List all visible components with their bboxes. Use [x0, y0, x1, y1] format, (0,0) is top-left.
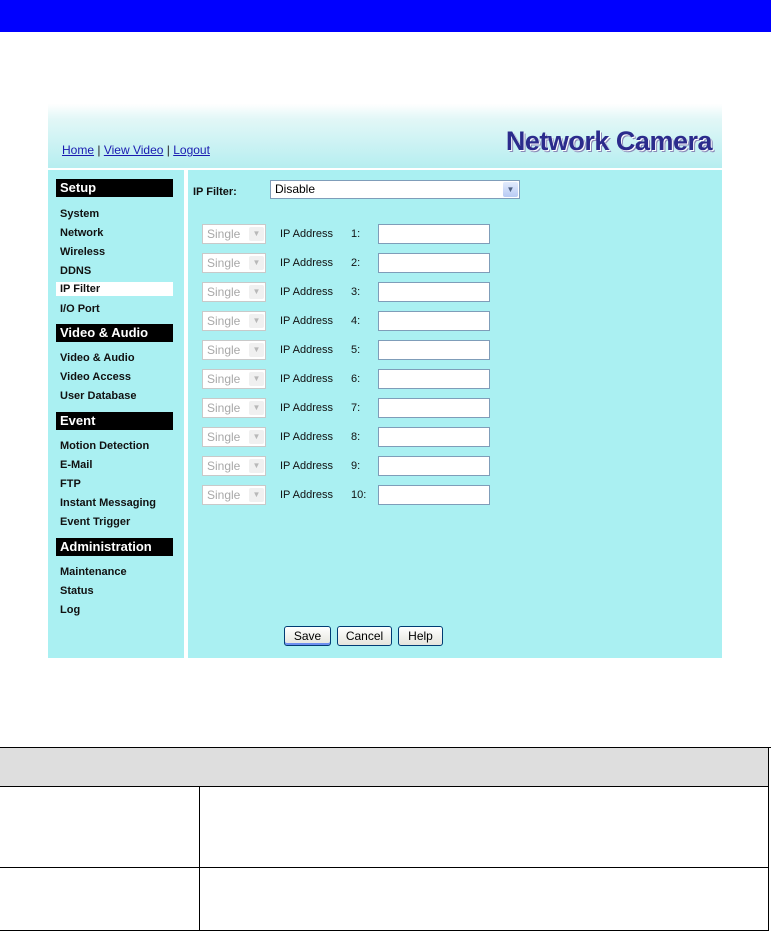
ip-address-input[interactable] [378, 311, 490, 331]
ip-row [188, 369, 722, 389]
ip-type-select[interactable] [202, 456, 266, 476]
ip-address-input[interactable] [378, 427, 490, 447]
sidebar-item-ddns[interactable]: DDNS [60, 265, 92, 277]
ip-type-select[interactable] [202, 340, 266, 360]
ip-address-input[interactable] [378, 340, 490, 360]
nav-separator: | [94, 143, 104, 157]
table-cell [0, 787, 200, 867]
top-nav [62, 143, 210, 157]
help-button[interactable]: Help [398, 626, 443, 646]
sidebar-item-motion-detection[interactable]: Motion Detection [60, 440, 150, 452]
camera-web-ui [48, 98, 722, 658]
top-title-bar [0, 0, 771, 32]
sidebar-item-status[interactable]: Status [60, 585, 94, 597]
ip-row [188, 340, 722, 360]
ip-type-value: Single [207, 285, 241, 299]
ip-address-input[interactable] [378, 485, 490, 505]
section-setup: Setup [56, 179, 173, 197]
description-table [0, 747, 771, 931]
ip-address-number: 7: [351, 402, 361, 414]
ip-address-label: IP Address [280, 315, 333, 327]
save-button[interactable]: Save [284, 626, 331, 646]
ip-type-value: Single [207, 430, 241, 444]
ip-type-value: Single [207, 227, 241, 241]
cancel-button[interactable]: Cancel [337, 626, 392, 646]
table-cell [0, 868, 200, 930]
chevron-down-icon[interactable]: ▼ [249, 488, 264, 502]
chevron-down-icon[interactable]: ▼ [249, 314, 264, 328]
view-video-link[interactable]: View Video [103, 143, 164, 157]
sidebar-item-ip-filter[interactable]: IP Filter [56, 282, 173, 296]
ip-address-input[interactable] [378, 398, 490, 418]
ip-row [188, 253, 722, 273]
chevron-down-icon[interactable]: ▼ [249, 372, 264, 386]
ip-row [188, 398, 722, 418]
sidebar-item-network[interactable]: Network [60, 227, 104, 239]
ip-row [188, 456, 722, 476]
logout-link[interactable]: Logout [173, 143, 210, 157]
ip-address-label: IP Address [280, 257, 333, 269]
ip-type-select[interactable] [202, 224, 266, 244]
ip-address-number: 1: [351, 228, 361, 240]
ip-type-select[interactable] [202, 427, 266, 447]
ip-type-value: Single [207, 343, 241, 357]
ip-address-input[interactable] [378, 369, 490, 389]
ip-type-select[interactable] [202, 282, 266, 302]
sidebar [48, 170, 184, 658]
ip-address-label: IP Address [280, 402, 333, 414]
section-video-audio: Video & Audio [56, 324, 173, 342]
ip-address-label: IP Address [280, 489, 333, 501]
table-header [0, 748, 769, 787]
chevron-down-icon[interactable]: ▼ [249, 459, 264, 473]
table-row [0, 868, 769, 931]
sidebar-item-instant-messaging[interactable]: Instant Messaging [60, 497, 156, 509]
table-row [0, 787, 769, 868]
ip-address-label: IP Address [280, 286, 333, 298]
chevron-down-icon[interactable]: ▼ [249, 430, 264, 444]
ip-type-value: Single [207, 314, 241, 328]
section-administration: Administration [56, 538, 173, 556]
sidebar-item-email[interactable]: E-Mail [60, 459, 93, 471]
ip-row [188, 282, 722, 302]
sidebar-item-system[interactable]: System [60, 208, 100, 220]
ip-type-select[interactable] [202, 485, 266, 505]
network-camera-logo: Network Camera [505, 126, 712, 156]
ip-address-input[interactable] [378, 224, 490, 244]
sidebar-item-maintenance[interactable]: Maintenance [60, 566, 127, 578]
ip-address-input[interactable] [378, 456, 490, 476]
ip-address-number: 3: [351, 286, 361, 298]
ip-address-number: 9: [351, 460, 361, 472]
home-link[interactable]: Home [62, 143, 95, 157]
sidebar-item-ftp[interactable]: FTP [60, 478, 81, 490]
ip-address-number: 5: [351, 344, 361, 356]
ip-type-select[interactable] [202, 253, 266, 273]
chevron-down-icon[interactable]: ▼ [503, 182, 518, 197]
chevron-down-icon[interactable]: ▼ [249, 227, 264, 241]
ip-row [188, 485, 722, 505]
ip-row [188, 427, 722, 447]
ip-type-value: Single [207, 401, 241, 415]
ip-address-number: 6: [351, 373, 361, 385]
ip-type-value: Single [207, 372, 241, 386]
ip-filter-label: IP Filter: [193, 186, 237, 198]
sidebar-item-event-trigger[interactable]: Event Trigger [60, 516, 131, 528]
ip-type-select[interactable] [202, 311, 266, 331]
ip-type-select[interactable] [202, 398, 266, 418]
ip-filter-panel [188, 170, 722, 658]
ip-type-value: Single [207, 459, 241, 473]
sidebar-item-video-access[interactable]: Video Access [60, 371, 131, 383]
sidebar-item-log[interactable]: Log [60, 604, 81, 616]
section-event: Event [56, 412, 173, 430]
ip-address-label: IP Address [280, 344, 333, 356]
ip-address-label: IP Address [280, 460, 333, 472]
chevron-down-icon[interactable]: ▼ [249, 343, 264, 357]
chevron-down-icon[interactable]: ▼ [249, 256, 264, 270]
chevron-down-icon[interactable]: ▼ [249, 285, 264, 299]
ip-address-number: 8: [351, 431, 361, 443]
ip-type-value: Single [207, 488, 241, 502]
ip-type-select[interactable] [202, 369, 266, 389]
ip-row [188, 224, 722, 244]
ip-row [188, 311, 722, 331]
ip-address-input[interactable] [378, 282, 490, 302]
ip-address-number: 10: [351, 489, 367, 501]
ip-filter-value: Disable [275, 182, 316, 196]
ip-address-input[interactable] [378, 253, 490, 273]
ip-address-label: IP Address [280, 228, 333, 240]
ip-address-label: IP Address [280, 431, 333, 443]
sidebar-item-user-database[interactable]: User Database [60, 390, 137, 402]
page-header [48, 98, 722, 168]
sidebar-item-video-audio[interactable]: Video & Audio [60, 352, 135, 364]
ip-address-label: IP Address [280, 373, 333, 385]
ip-address-number: 2: [351, 257, 361, 269]
ip-address-number: 4: [351, 315, 361, 327]
sidebar-item-wireless[interactable]: Wireless [60, 246, 106, 258]
nav-separator: | [163, 143, 174, 157]
chevron-down-icon[interactable]: ▼ [249, 401, 264, 415]
ip-filter-select[interactable] [270, 180, 520, 199]
ip-type-value: Single [207, 256, 241, 270]
sidebar-item-io-port[interactable]: I/O Port [60, 303, 100, 315]
